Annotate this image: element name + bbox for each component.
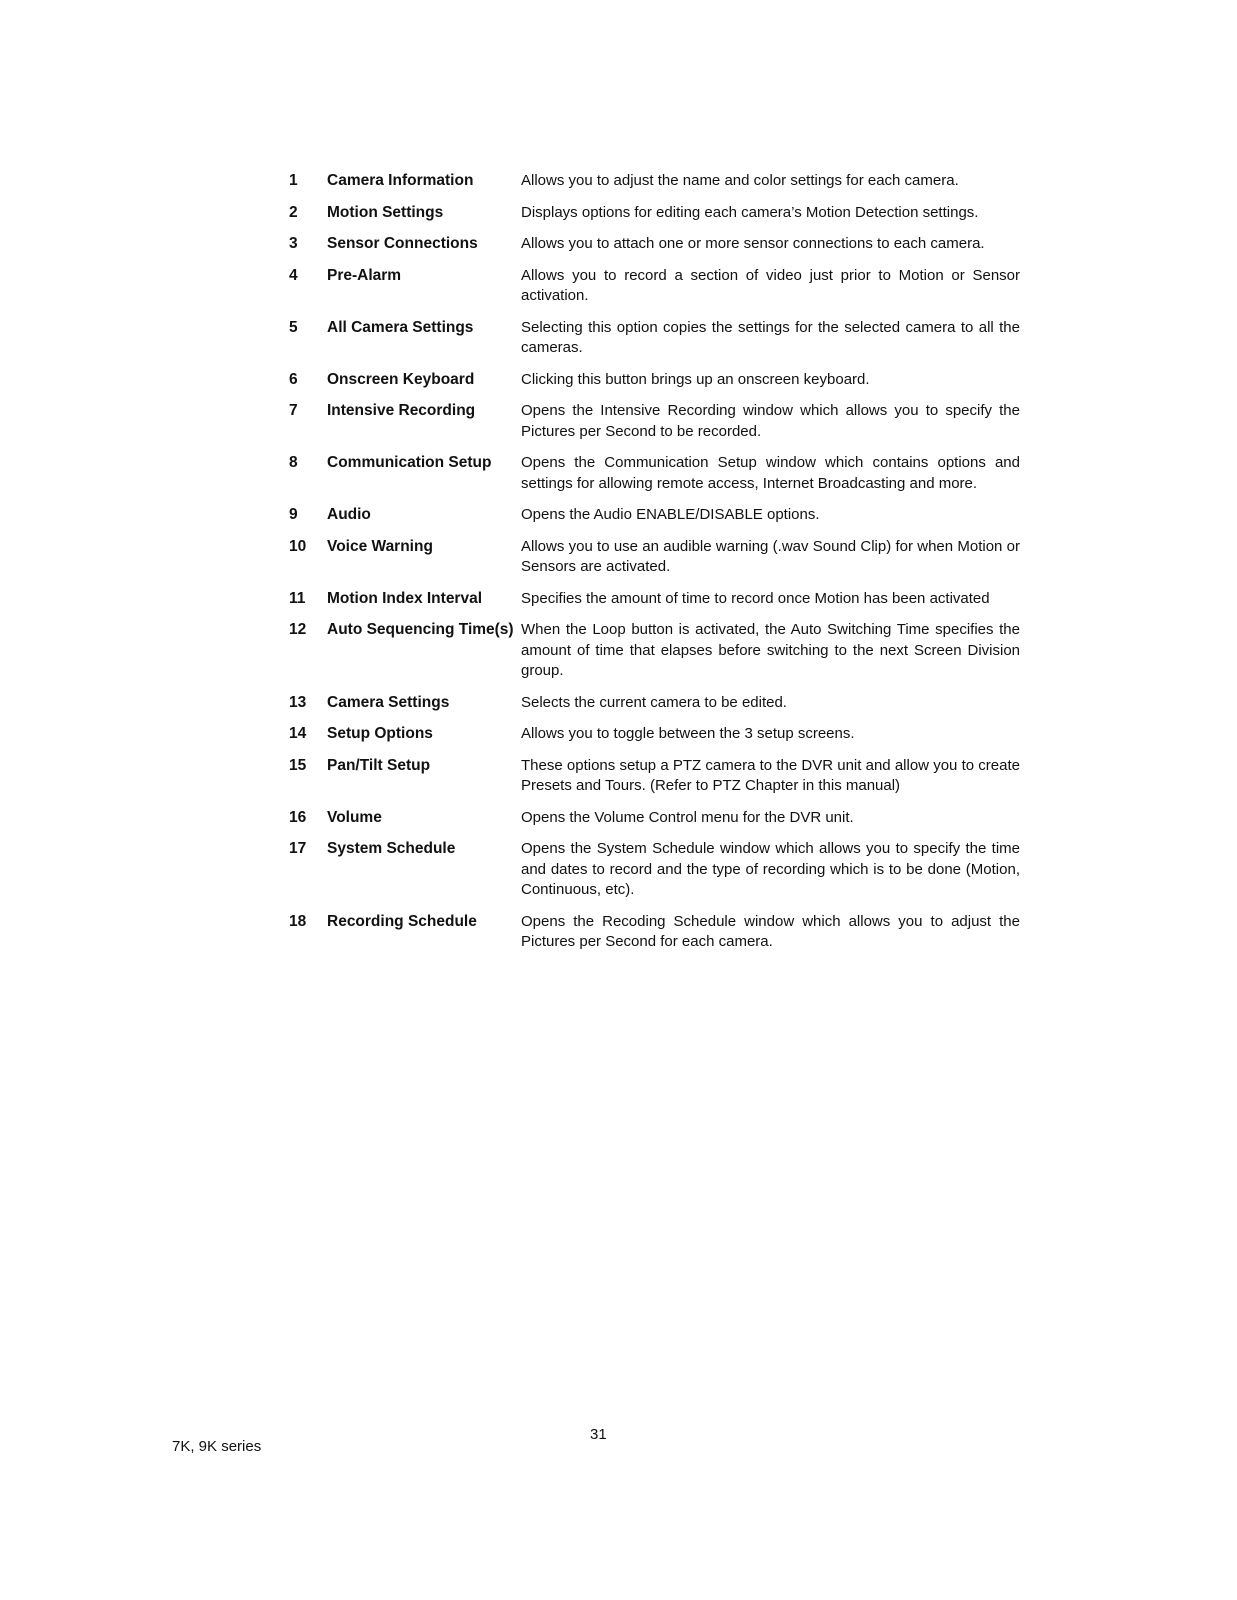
list-item: [289, 537, 1020, 589]
item-name: Motion Settings: [327, 203, 444, 221]
item-number: 18: [289, 912, 307, 930]
item-name: Audio: [327, 506, 371, 523]
item-name: Communication Setup: [327, 454, 492, 471]
item-name: Auto Sequencing Time(s): [327, 621, 514, 638]
list-item: [289, 589, 1020, 621]
item-description: Allows you to record a section of video just prior to Motion or Sensor activation.: [521, 266, 1020, 304]
item-description: Opens the Volume Control menu for the DVR unit.: [521, 808, 854, 826]
item-number: 5: [289, 318, 298, 336]
item-description: Allows you to use an audible warning (.wav Sound Clip) for when Motion or Sensors are activated.: [521, 537, 1020, 575]
item-name: All Camera Settings: [327, 318, 474, 336]
item-description: Clicking this button brings up an onscreen keyboard.: [521, 370, 870, 388]
settings-item-list: [289, 171, 1020, 964]
list-item: [289, 505, 1020, 537]
list-item: [289, 266, 1020, 318]
item-description: When the Loop button is activated, the Auto Switching Time specifies the amount of time that elapses before switching to the next Screen Division group.: [521, 621, 1020, 679]
item-name: Camera Settings: [327, 693, 450, 711]
item-description: Opens the System Schedule window which allows you to specify the time and dates to record and the type of recording which is to be done (Motion, Continuous, etc).: [521, 840, 1020, 898]
list-item: [289, 370, 1020, 402]
item-number: 8: [289, 454, 298, 471]
item-number: 6: [289, 370, 298, 388]
list-item: [289, 808, 1020, 840]
item-number: 1: [289, 172, 298, 189]
item-name: Intensive Recording: [327, 402, 476, 419]
item-number: 15: [289, 756, 307, 774]
item-number: 7: [289, 402, 298, 419]
item-name: Onscreen Keyboard: [327, 370, 475, 388]
item-name: System Schedule: [327, 840, 456, 857]
item-name: Pre-Alarm: [327, 266, 402, 284]
list-item: [289, 401, 1020, 453]
item-number: 12: [289, 621, 307, 638]
item-description: Selects the current camera to be edited.: [521, 693, 787, 711]
item-description: Opens the Intensive Recording window which allows you to specify the Pictures per Second to be recorded.: [521, 402, 1020, 440]
item-number: 3: [289, 235, 298, 252]
item-number: 2: [289, 203, 298, 221]
list-item: [289, 318, 1020, 370]
list-item: [289, 724, 1020, 756]
item-description: Opens the Recoding Schedule window which allows you to adjust the Pictures per Second for each camera.: [521, 912, 1020, 950]
item-name: Setup Options: [327, 725, 433, 742]
item-number: 9: [289, 506, 298, 523]
item-description: These options setup a PTZ camera to the DVR unit and allow you to create Presets and Tours. (Refer to PTZ Chapter in this manual): [521, 756, 1020, 794]
item-name: Voice Warning: [327, 537, 433, 555]
item-description: Allows you to attach one or more sensor connections to each camera.: [521, 235, 985, 252]
list-item: [289, 234, 1020, 266]
list-item: [289, 620, 1020, 693]
item-number: 16: [289, 808, 307, 826]
item-name: Pan/Tilt Setup: [327, 756, 431, 774]
item-description: Allows you to adjust the name and color settings for each camera.: [521, 172, 959, 189]
item-description: Opens the Communication Setup window which contains options and settings for allowing remote access, Internet Broadcasting and more.: [521, 454, 1020, 492]
item-description: Displays options for editing each camera’s Motion Detection settings.: [521, 203, 979, 221]
item-description: Opens the Audio ENABLE/DISABLE options.: [521, 506, 820, 523]
item-description: Selecting this option copies the settings for the selected camera to all the cameras.: [521, 318, 1020, 356]
item-number: 11: [289, 589, 306, 607]
page-number: 31: [590, 1426, 607, 1443]
list-item: [289, 693, 1020, 725]
item-name: Camera Information: [327, 172, 474, 189]
item-name: Motion Index Interval: [327, 589, 483, 607]
list-item: [289, 912, 1020, 964]
footer-series-label: 7K, 9K series: [172, 1438, 262, 1455]
item-number: 10: [289, 537, 307, 555]
item-name: Volume: [327, 808, 382, 826]
item-number: 4: [289, 266, 298, 284]
list-item: [289, 171, 1020, 203]
list-item: [289, 203, 1020, 235]
item-number: 14: [289, 725, 307, 742]
list-item: [289, 756, 1020, 808]
item-name: Recording Schedule: [327, 912, 477, 930]
list-item: [289, 453, 1020, 505]
item-name: Sensor Connections: [327, 235, 478, 252]
item-description: Specifies the amount of time to record once Motion has been activated: [521, 589, 990, 607]
item-description: Allows you to toggle between the 3 setup screens.: [521, 725, 855, 742]
item-number: 13: [289, 693, 307, 711]
list-item: [289, 839, 1020, 912]
item-number: 17: [289, 840, 307, 857]
